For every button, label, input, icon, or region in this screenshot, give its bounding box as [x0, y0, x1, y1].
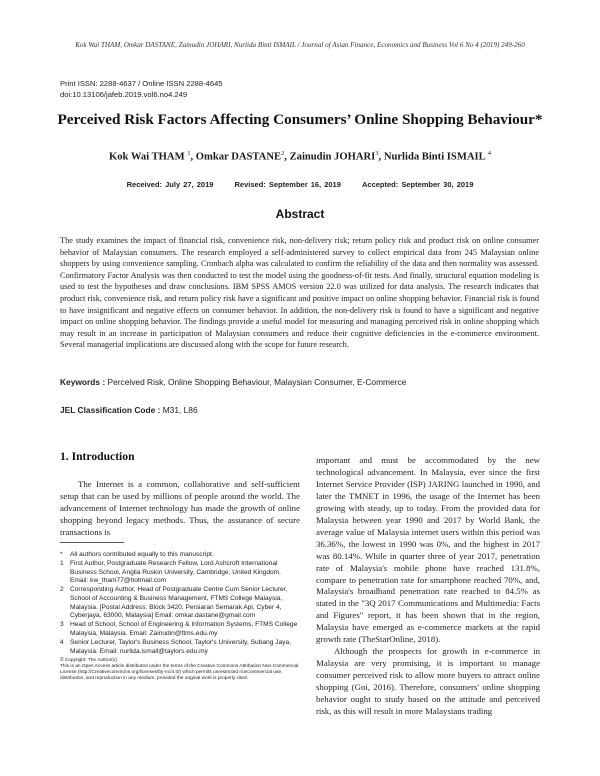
- issn-line: Print ISSN: 2288-4637 / Online ISSN 2288-4645: [60, 79, 223, 88]
- introduction-paragraph-right-2: Although the prospects for growth in e-commerce in Malaysia are very promising, it is important to manage consumer perceived risk to allow more buyers to attract online shopping (Goi, 2016). Therefore, consumers' online shopping behavior ought to study based on the attitude and perceived risk, as this will result in more Malaysians trading: [316, 646, 540, 717]
- footnote-item: [60, 560, 300, 586]
- right-column: [316, 455, 540, 718]
- author-separator: ,: [190, 151, 196, 163]
- author-affiliation-mark: 2: [281, 150, 285, 157]
- author-separator: ,: [284, 151, 290, 163]
- keywords-text: Perceived Risk, Online Shopping Behaviour, Malaysian Consumer, E-Commerce: [105, 377, 407, 387]
- keywords-line: [60, 377, 540, 387]
- author-name: Nurlida Binti ISMAIL: [383, 151, 486, 163]
- footnote-mark: 4: [60, 638, 64, 646]
- footnotes: [60, 551, 300, 683]
- revised-date: Revised: September 16, 2019: [234, 180, 341, 189]
- footnote-mark: 3: [60, 621, 64, 629]
- issn-block: [60, 78, 223, 100]
- author-separator: ,: [378, 151, 384, 163]
- footnote-item: [60, 586, 300, 620]
- left-column: [60, 450, 300, 539]
- footnote-mark: *: [60, 551, 63, 558]
- footnote-divider: [60, 542, 124, 543]
- abstract-heading: Abstract: [275, 207, 325, 221]
- author-affiliation-mark: 3: [375, 150, 379, 157]
- doi-line[interactable]: doi:10.13106/jafeb.2019.vol6.no4.249: [60, 90, 188, 99]
- footnote-text: All authors contributed equally to this manuscript.: [70, 551, 214, 558]
- footnote-mark: 1: [60, 560, 64, 568]
- abstract-text: The study examines the impact of financial risk, convenience risk, non-delivery risk; return policy risk and product risk on online consumer behavior of Malaysian consumers. The research employed a self-administered survey to collect empirical data from 245 Malaysian online shoppers by using convenience sampling. Cronbach alpha was calculated to confirm the reliability of the data and then normality was assessed. Confirmatory Factor Analysis was then conducted to test the model using the goodness-of-fit tests. And finally, structural equation modeling is used to test the hypotheses and draw conclusions. IBM SPSS AMOS version 22.0 was utilized for data analysis. The research indicates that product risk, convenience risk, and return policy risk have a significant and positive impact on online shopping behavior. Financial risk is found to have insignificant and negative effects on consumer behavior. In addition, the non-delivery risk is found to have a significant and negative impact on online shopping behavior. The findings provide a useful model for measuring and managing perceived risk in online shopping which may result in an increase in participation of Malaysian consumers and reduce their cognitive deficiencies in the e-commerce environment. Several managerial implications are discussed along with the scope for future research.: [60, 236, 539, 350]
- footnote-item: [60, 621, 300, 638]
- jel-classification-line: [60, 405, 540, 415]
- submission-dates: [40, 180, 560, 189]
- author-affiliation-mark: 1: [187, 150, 191, 157]
- footnote-text: First Author, Postgraduate Research Fellow, Lord Ashcroft International Business School, Anglia Ruskin University, Cambridge, United Kingdom. Email: kw_tham77@hotmail.com: [70, 560, 281, 585]
- author-list: [40, 150, 560, 163]
- footnote-item: [60, 639, 300, 656]
- copyright-line: Copyright: The Author(s): [64, 658, 117, 664]
- running-header: Kok Wai THAM, Omkar DASTANE, Zainudin JOHARI, Nurlida Binti ISMAIL / Journal of Asian Finance, Economics and Business Vol 6 No 4 (2019) 249-260: [75, 41, 525, 49]
- introduction-paragraph-right-1: important and must be accommodated by the new technological advancement. In Malaysia, ever since the first Internet Service Provider (ISP) JARING launched in 1990, and later the TMNET in 1996, the usage of the Internet has been growing with steady, up to today. From the provided data for Malaysia between year 1990 and 2017 by World Bank, the average value of Malaysia internet users within this period was 36.36%, the lowest in 1990 was 0%, and the highest in 2017 was 80.14%. While in quarter three of year 2017, penetration rate of Malaysia's mobile phone have reached 131.8%, compare to penetration rate for smartphone reached 70%, and, Malaysia's broadband penetration rate reached to 84.5% as stated in the "3Q 2017 Communications and Multimedia: Facts and Figures" report, it has been shown that in the region, Malaysia have emerged as e-commerce markets at the rapid growth rate (TheStarOnline, 2018).: [316, 455, 540, 645]
- author-name: Kok Wai THAM: [109, 151, 185, 163]
- copyright-icon: ©: [60, 657, 64, 664]
- author-name: Zainudin JOHARI: [289, 151, 376, 163]
- introduction-paragraph-left: The Internet is a common, collaborative and self-sufficient setup that can be used by millions of people around the world. The advancement of Internet technology has made the growth of online shopping beyond legacy methods. Thus, the assurance of secure transactions is: [60, 479, 300, 537]
- received-date: Received: July 27, 2019: [126, 180, 214, 189]
- accepted-date: Accepted: September 30, 2019: [362, 180, 474, 189]
- footnote-mark: 2: [60, 586, 64, 594]
- footnote-text: Corresponding Author, Head of Postgraduate Centre Cum Senior Lecturer, School of Accounting & Business Management, FTMS College Malaysia, Malaysia. [Postal Address: Block 3420, Persiaran Semarak Api, Cyber 4, Cyberjaya, 63000, Malaysia] Email: omkar.dastane@gmail.com: [70, 586, 288, 620]
- introduction-heading: 1. Introduction: [60, 450, 135, 463]
- footnote-item: [60, 551, 300, 560]
- keywords-label: Keywords :: [60, 377, 106, 387]
- paper-title: Perceived Risk Factors Affecting Consumers’ Online Shopping Behaviour*: [57, 111, 543, 128]
- author-name: Omkar DASTANE: [195, 151, 282, 163]
- jel-label: JEL Classification Code :: [60, 405, 161, 415]
- jel-text: M31, L86: [160, 405, 198, 415]
- footnote-text: Senior Lecturer, Taylor's Business School, Taylor's University, Subang Jaya, Malaysia. Email: nurlida.ismail@taylors.edu.my: [70, 638, 291, 655]
- footnote-text: Head of School, School of Engineering & Information Systems, FTMS College Malaysia, Malaysia. Email: Zainudin@ftms.edu.my: [70, 621, 298, 637]
- license-text: This is an Open Access article distributed under the terms of the Creative Commons Attribution Non-Commercial License (http://Creativecommons.org/licenses/by-nc/4.0/) which permits unrestricted noncommercial use, distribution, and reproduction in any medium, provided the original work is properly cited.: [60, 664, 299, 682]
- author-affiliation-mark: 4: [487, 150, 491, 157]
- license-block: [60, 657, 300, 682]
